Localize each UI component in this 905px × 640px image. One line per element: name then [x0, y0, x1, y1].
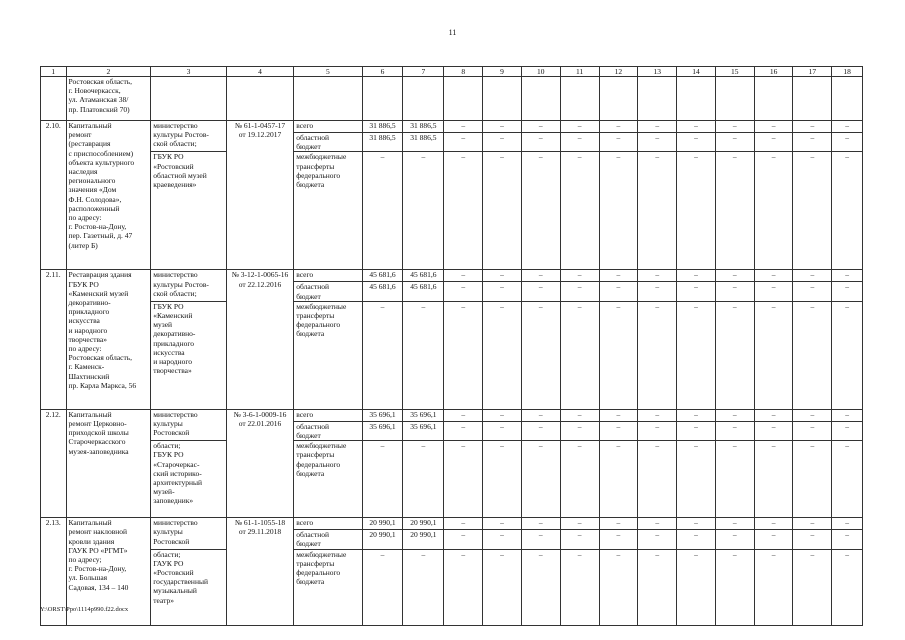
entry-organization: министерство культуры Ростовской	[151, 409, 227, 440]
funding-source: всего	[294, 270, 362, 282]
empty-amount: –	[754, 518, 793, 530]
funding-source: всего	[294, 121, 362, 133]
entry-number: 2.13.	[41, 518, 67, 625]
entry-row	[41, 121, 863, 133]
amount-col6: 31 886,5	[362, 121, 403, 133]
empty-amount: –	[793, 421, 832, 440]
empty-amount: –	[444, 441, 483, 518]
entry-row	[41, 409, 863, 421]
empty-amount: –	[560, 530, 599, 549]
continuation-cell	[226, 77, 293, 121]
empty-amount: –	[754, 549, 793, 625]
entry-number: 2.10.	[41, 121, 67, 270]
empty-amount: –	[521, 301, 560, 409]
empty-amount: –	[793, 549, 832, 625]
continuation-cell	[483, 77, 522, 121]
amount-col6: –	[362, 549, 403, 625]
empty-amount: –	[832, 549, 863, 625]
empty-amount: –	[483, 133, 522, 152]
empty-amount: –	[832, 441, 863, 518]
column-number-cell: 18	[832, 67, 863, 77]
empty-amount: –	[521, 409, 560, 421]
empty-amount: –	[560, 518, 599, 530]
empty-amount: –	[444, 133, 483, 152]
entry-document: № 3-12-1-0065-16 от 22.12.2016	[226, 270, 293, 409]
empty-amount: –	[521, 530, 560, 549]
empty-amount: –	[677, 530, 716, 549]
continuation-cell	[793, 77, 832, 121]
empty-amount: –	[677, 421, 716, 440]
amount-col7: 35 696,1	[403, 421, 444, 440]
column-number-cell: 9	[483, 67, 522, 77]
continuation-cell	[638, 77, 677, 121]
empty-amount: –	[638, 152, 677, 270]
empty-amount: –	[444, 421, 483, 440]
empty-amount: –	[560, 549, 599, 625]
entry-document: № 61-1-1055-18 от 29.11.2018	[226, 518, 293, 625]
column-number-cell: 14	[677, 67, 716, 77]
empty-amount: –	[754, 270, 793, 282]
empty-amount: –	[677, 301, 716, 409]
empty-amount: –	[599, 121, 638, 133]
funding-source: всего	[294, 409, 362, 421]
empty-amount: –	[832, 152, 863, 270]
empty-amount: –	[444, 549, 483, 625]
empty-amount: –	[560, 301, 599, 409]
continuation-cell: Ростовская область, г. Новочеркасск, ул. Атаманская 38/ пр. Платовский 70)	[66, 77, 151, 121]
entry-organization: ГБУК РО «Каменский музей декоративно- прикладного искусства и народного творчества»	[151, 301, 227, 409]
empty-amount: –	[793, 441, 832, 518]
empty-amount: –	[754, 133, 793, 152]
continuation-cell	[521, 77, 560, 121]
empty-amount: –	[483, 270, 522, 282]
empty-amount: –	[715, 518, 754, 530]
empty-amount: –	[560, 409, 599, 421]
entry-organization: области; ГАУК РО «Ростовский государственный музыкальный театр»	[151, 549, 227, 625]
amount-col6: –	[362, 152, 403, 270]
empty-amount: –	[638, 530, 677, 549]
entry-organization: области; ГБУК РО «Старочеркас- ский историко- архитектурный музей- заповедник»	[151, 441, 227, 518]
empty-amount: –	[521, 133, 560, 152]
empty-amount: –	[832, 530, 863, 549]
empty-amount: –	[521, 549, 560, 625]
empty-amount: –	[483, 409, 522, 421]
empty-amount: –	[521, 121, 560, 133]
empty-amount: –	[444, 121, 483, 133]
entry-name: Реставрация здания ГБУК РО «Каменский музей декоративно- прикладного искусства и народного творчества» по адресу: Ростовская область, г. Каменск- Шахтинский пр. Карла Маркса, 56	[66, 270, 151, 409]
amount-col7: 35 696,1	[403, 409, 444, 421]
empty-amount: –	[521, 518, 560, 530]
empty-amount: –	[560, 121, 599, 133]
empty-amount: –	[832, 409, 863, 421]
empty-amount: –	[444, 530, 483, 549]
empty-amount: –	[715, 270, 754, 282]
empty-amount: –	[560, 421, 599, 440]
empty-amount: –	[638, 301, 677, 409]
empty-amount: –	[560, 133, 599, 152]
empty-amount: –	[793, 152, 832, 270]
empty-amount: –	[715, 282, 754, 301]
empty-amount: –	[754, 530, 793, 549]
entry-row	[41, 549, 863, 625]
empty-amount: –	[483, 301, 522, 409]
continuation-cell	[362, 77, 403, 121]
continuation-cell	[754, 77, 793, 121]
amount-col7: –	[403, 301, 444, 409]
entry-number: 2.12.	[41, 409, 67, 517]
empty-amount: –	[638, 441, 677, 518]
empty-amount: –	[793, 518, 832, 530]
entry-number: 2.11.	[41, 270, 67, 409]
amount-col6: 20 990,1	[362, 518, 403, 530]
continuation-cell	[832, 77, 863, 121]
column-number-cell: 17	[793, 67, 832, 77]
empty-amount: –	[483, 549, 522, 625]
empty-amount: –	[754, 409, 793, 421]
entry-row	[41, 270, 863, 282]
continuation-cell	[599, 77, 638, 121]
continuation-cell	[715, 77, 754, 121]
entry-name: Капитальный ремонт (реставрация с приспособлением) объекта культурного наследия регионального значения «Дом Ф.Н. Солодова», расположенный по адресу: г. Ростов-на-Дону, пер. Газетный, д. 47 (литер Б)	[66, 121, 151, 270]
empty-amount: –	[793, 409, 832, 421]
empty-amount: –	[638, 121, 677, 133]
empty-amount: –	[599, 441, 638, 518]
empty-amount: –	[793, 133, 832, 152]
entry-document: № 3-6-1-0009-16 от 22.01.2016	[226, 409, 293, 517]
empty-amount: –	[793, 530, 832, 549]
entry-organization: министерство культуры Ростовской	[151, 518, 227, 549]
empty-amount: –	[677, 441, 716, 518]
column-number-cell: 7	[403, 67, 444, 77]
empty-amount: –	[444, 301, 483, 409]
empty-amount: –	[483, 518, 522, 530]
column-number-cell: 2	[66, 67, 151, 77]
empty-amount: –	[677, 133, 716, 152]
continuation-cell	[677, 77, 716, 121]
amount-col6: 45 681,6	[362, 270, 403, 282]
empty-amount: –	[599, 270, 638, 282]
column-number-cell: 6	[362, 67, 403, 77]
entry-row	[41, 518, 863, 530]
amount-col6: –	[362, 301, 403, 409]
empty-amount: –	[599, 421, 638, 440]
empty-amount: –	[677, 549, 716, 625]
empty-amount: –	[754, 441, 793, 518]
column-number-cell: 16	[754, 67, 793, 77]
entry-organization: министерство культуры Ростов- ской области;	[151, 270, 227, 301]
empty-amount: –	[754, 282, 793, 301]
funding-source: областной бюджет	[294, 530, 362, 549]
empty-amount: –	[638, 282, 677, 301]
empty-amount: –	[560, 270, 599, 282]
amount-col6: 35 696,1	[362, 409, 403, 421]
empty-amount: –	[715, 409, 754, 421]
column-number-cell: 10	[521, 67, 560, 77]
amount-col6: 31 886,5	[362, 133, 403, 152]
empty-amount: –	[599, 133, 638, 152]
entry-name: Капитальный ремонт Церковно- приходской школы Старочеркасского музея-заповедника	[66, 409, 151, 517]
empty-amount: –	[638, 133, 677, 152]
amount-col7: 20 990,1	[403, 518, 444, 530]
empty-amount: –	[832, 133, 863, 152]
funding-source: межбюджетные трансферты федерального бюджета	[294, 301, 362, 409]
empty-amount: –	[483, 421, 522, 440]
continuation-cell	[444, 77, 483, 121]
empty-amount: –	[560, 282, 599, 301]
continuation-cell	[403, 77, 444, 121]
amount-col6: 45 681,6	[362, 282, 403, 301]
entry-row	[41, 441, 863, 518]
column-number-cell: 13	[638, 67, 677, 77]
empty-amount: –	[715, 530, 754, 549]
empty-amount: –	[677, 518, 716, 530]
column-number-cell: 12	[599, 67, 638, 77]
empty-amount: –	[638, 409, 677, 421]
empty-amount: –	[715, 133, 754, 152]
empty-amount: –	[715, 421, 754, 440]
continuation-cell	[41, 77, 67, 121]
continuation-row	[41, 77, 863, 121]
empty-amount: –	[599, 518, 638, 530]
empty-amount: –	[754, 421, 793, 440]
program-table	[40, 66, 863, 626]
empty-amount: –	[521, 152, 560, 270]
entry-organization: ГБУК РО «Ростовский областной музей краеведения»	[151, 152, 227, 270]
empty-amount: –	[638, 421, 677, 440]
empty-amount: –	[521, 421, 560, 440]
empty-amount: –	[599, 530, 638, 549]
empty-amount: –	[677, 282, 716, 301]
empty-amount: –	[754, 121, 793, 133]
continuation-cell	[560, 77, 599, 121]
empty-amount: –	[599, 152, 638, 270]
funding-source: областной бюджет	[294, 133, 362, 152]
empty-amount: –	[483, 152, 522, 270]
empty-amount: –	[715, 441, 754, 518]
funding-source: межбюджетные трансферты федерального бюджета	[294, 549, 362, 625]
amount-col7: 31 886,5	[403, 121, 444, 133]
amount-col7: –	[403, 441, 444, 518]
funding-source: межбюджетные трансферты федерального бюджета	[294, 152, 362, 270]
file-path-footer: Y:\ORST\Ppo\1114p990.f22.docx	[40, 606, 129, 613]
empty-amount: –	[599, 549, 638, 625]
empty-amount: –	[715, 152, 754, 270]
entry-row	[41, 152, 863, 270]
continuation-cell	[294, 77, 362, 121]
column-number-cell: 1	[41, 67, 67, 77]
column-number-cell: 8	[444, 67, 483, 77]
empty-amount: –	[599, 409, 638, 421]
page-number: 11	[448, 28, 457, 37]
empty-amount: –	[483, 282, 522, 301]
funding-source: межбюджетные трансферты федерального бюджета	[294, 441, 362, 518]
empty-amount: –	[444, 152, 483, 270]
column-number-cell: 11	[560, 67, 599, 77]
empty-amount: –	[444, 409, 483, 421]
empty-amount: –	[483, 441, 522, 518]
funding-source: областной бюджет	[294, 421, 362, 440]
amount-col6: –	[362, 441, 403, 518]
empty-amount: –	[444, 270, 483, 282]
empty-amount: –	[677, 409, 716, 421]
amount-col7: 45 681,6	[403, 282, 444, 301]
empty-amount: –	[832, 421, 863, 440]
column-number-cell: 5	[294, 67, 362, 77]
amount-col7: 31 886,5	[403, 133, 444, 152]
empty-amount: –	[793, 282, 832, 301]
empty-amount: –	[832, 301, 863, 409]
empty-amount: –	[793, 301, 832, 409]
empty-amount: –	[715, 301, 754, 409]
column-number-cell: 4	[226, 67, 293, 77]
funding-source: областной бюджет	[294, 282, 362, 301]
empty-amount: –	[832, 121, 863, 133]
empty-amount: –	[521, 270, 560, 282]
empty-amount: –	[521, 282, 560, 301]
empty-amount: –	[754, 301, 793, 409]
entry-name: Капитальный ремонт накловной кровли здания ГАУК РО «РГМТ» по адресу; г. Ростов-на-Дону, ул. Большая Садовая, 134 – 140	[66, 518, 151, 625]
empty-amount: –	[677, 270, 716, 282]
empty-amount: –	[677, 152, 716, 270]
entry-row	[41, 301, 863, 409]
empty-amount: –	[638, 549, 677, 625]
empty-amount: –	[599, 282, 638, 301]
empty-amount: –	[521, 441, 560, 518]
empty-amount: –	[793, 121, 832, 133]
empty-amount: –	[560, 441, 599, 518]
empty-amount: –	[444, 282, 483, 301]
empty-amount: –	[754, 152, 793, 270]
empty-amount: –	[483, 121, 522, 133]
empty-amount: –	[599, 301, 638, 409]
empty-amount: –	[677, 121, 716, 133]
empty-amount: –	[444, 518, 483, 530]
empty-amount: –	[715, 121, 754, 133]
column-number-cell: 3	[151, 67, 227, 77]
empty-amount: –	[832, 270, 863, 282]
empty-amount: –	[638, 270, 677, 282]
empty-amount: –	[483, 530, 522, 549]
amount-col6: 35 696,1	[362, 421, 403, 440]
empty-amount: –	[560, 152, 599, 270]
entry-organization: министерство культуры Ростов- ской области;	[151, 121, 227, 152]
column-number-row	[41, 67, 863, 77]
amount-col7: 45 681,6	[403, 270, 444, 282]
entry-document: № 61-1-0457-17 от 19.12.2017	[226, 121, 293, 270]
amount-col7: –	[403, 152, 444, 270]
empty-amount: –	[832, 282, 863, 301]
amount-col6: 20 990,1	[362, 530, 403, 549]
amount-col7: 20 990,1	[403, 530, 444, 549]
column-number-cell: 15	[715, 67, 754, 77]
empty-amount: –	[715, 549, 754, 625]
funding-source: всего	[294, 518, 362, 530]
empty-amount: –	[793, 270, 832, 282]
empty-amount: –	[638, 518, 677, 530]
continuation-cell	[151, 77, 227, 121]
empty-amount: –	[832, 518, 863, 530]
amount-col7: –	[403, 549, 444, 625]
